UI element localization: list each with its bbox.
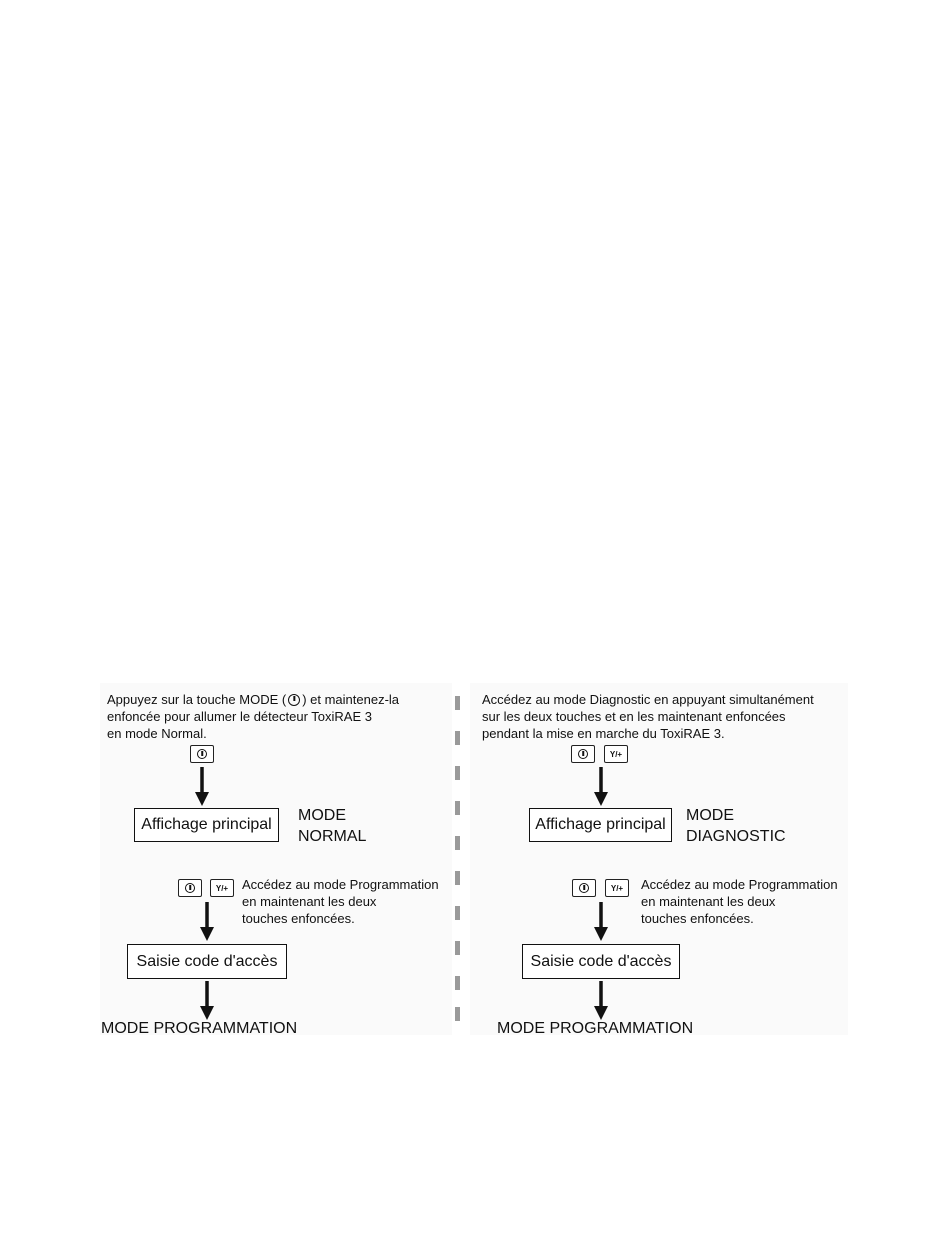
left-intro (107, 691, 399, 742)
right-result: MODE PROGRAMMATION (497, 1020, 694, 1037)
y-plus-key[interactable]: Y/+ (605, 879, 629, 897)
right-intro-line2: sur les deux touches et en les maintenant enfoncées (482, 709, 786, 724)
power-key[interactable] (571, 745, 595, 763)
left-prog-hint (242, 876, 439, 927)
power-icon (197, 749, 207, 759)
power-key[interactable] (572, 879, 596, 897)
power-key[interactable] (190, 745, 214, 763)
power-icon (579, 883, 589, 893)
left-mode-line1: MODE (298, 807, 346, 824)
power-icon (578, 749, 588, 759)
left-mode-line2: NORMAL (298, 828, 367, 845)
left-prog-hint-line3: touches enfoncées. (242, 911, 355, 926)
power-key[interactable] (178, 879, 202, 897)
y-plus-key[interactable]: Y/+ (210, 879, 234, 897)
left-prog-hint-line2: en maintenant les deux (242, 894, 377, 909)
left-mode-label (298, 805, 366, 847)
left-intro-line3: en mode Normal. (107, 726, 207, 741)
power-icon (288, 694, 300, 706)
left-access-box: Saisie code d'accès (127, 944, 287, 979)
right-intro (482, 691, 814, 742)
right-intro-line1: Accédez au mode Diagnostic en appuyant simultanément (482, 692, 814, 707)
left-result: MODE PROGRAMMATION (101, 1020, 298, 1037)
left-intro-line2: enfoncée pour allumer le détecteur ToxiRAE 3 (107, 709, 372, 724)
power-icon (185, 883, 195, 893)
left-display-box: Affichage principal (134, 808, 279, 842)
right-display-box: Affichage principal (529, 808, 672, 842)
left-prog-hint-line1: Accédez au mode Programmation (242, 877, 439, 892)
right-mode-line1: MODE (686, 807, 734, 824)
right-prog-hint-line1: Accédez au mode Programmation (641, 877, 838, 892)
right-prog-hint-line3: touches enfoncées. (641, 911, 754, 926)
left-intro-part1: Appuyez sur la touche MODE ( (107, 692, 287, 707)
left-intro-part2: ) et maintenez-la (302, 692, 400, 707)
right-intro-line3: pendant la mise en marche du ToxiRAE 3. (482, 726, 725, 741)
right-mode-label (686, 805, 786, 847)
right-access-box: Saisie code d'accès (522, 944, 680, 979)
right-prog-hint (641, 876, 838, 927)
right-mode-line2: DIAGNOSTIC (686, 828, 786, 845)
right-prog-hint-line2: en maintenant les deux (641, 894, 776, 909)
y-plus-key[interactable]: Y/+ (604, 745, 628, 763)
